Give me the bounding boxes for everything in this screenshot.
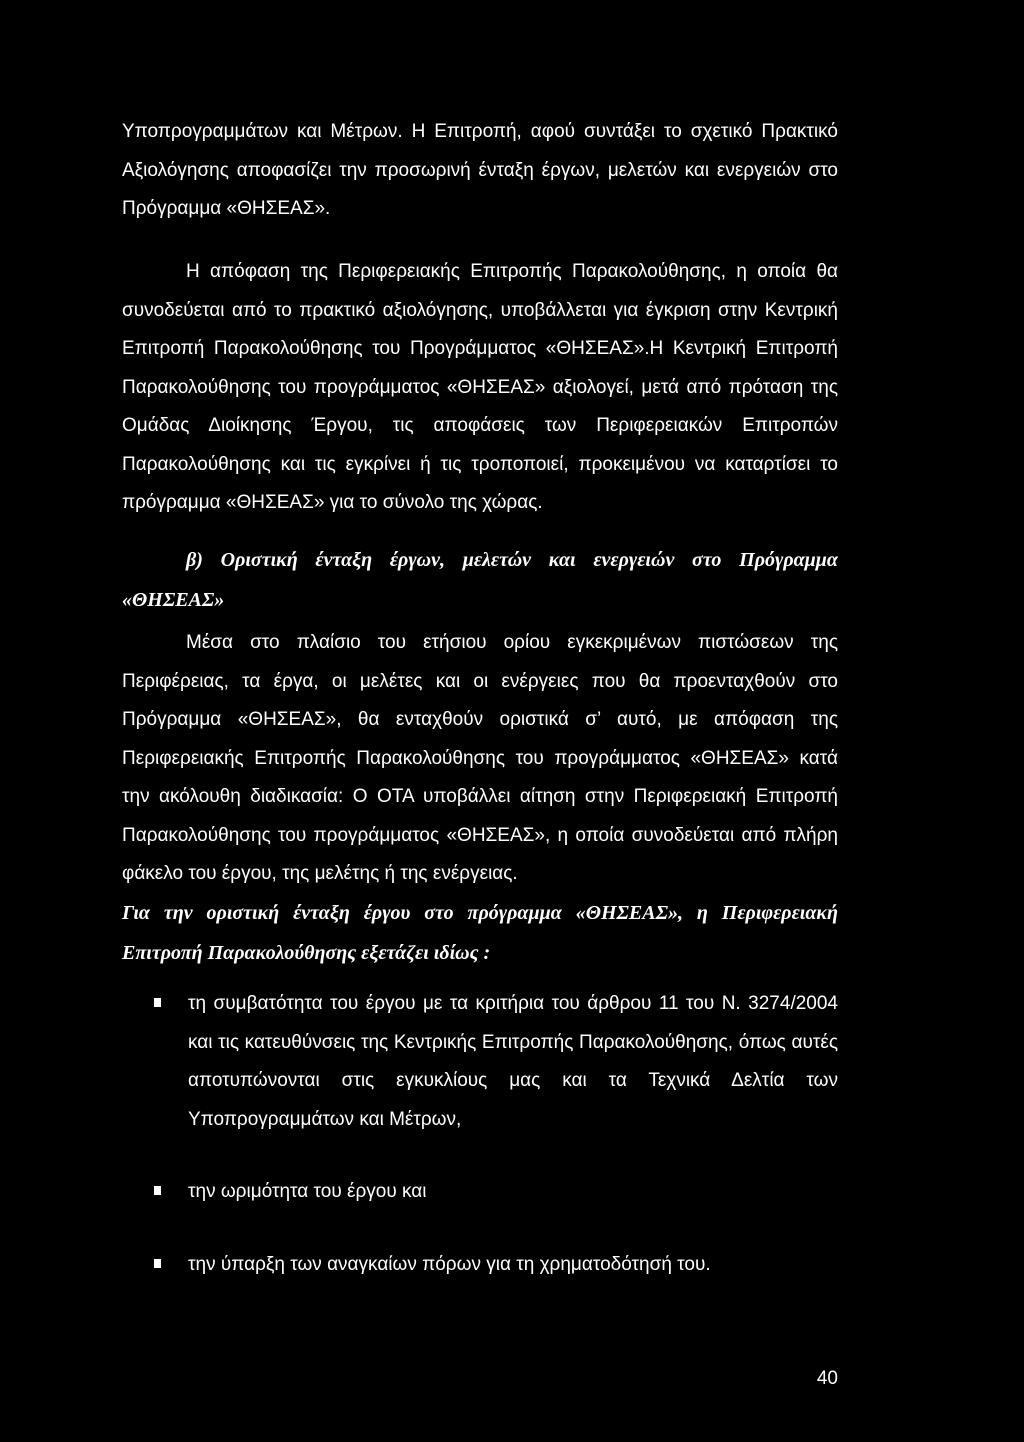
criteria-heading: Για την οριστική ένταξη έργου στο πρόγραμμα «ΘΗΣΕΑΣ», η Περιφερειακή Επιτροπή Παρακολούθησης εξετάζει ιδίως :	[122, 902, 838, 964]
square-bullet-icon	[154, 998, 161, 1007]
criteria-text: τη συμβατότητα του έργου με τα κριτήρια του άρθρου 11 του Ν. 3274/2004 και τις κατευθύνσεις της Κεντρικής Επιτροπής Παρακολούθησης, όπως αυτές αποτυπώνονται στις εγκυκλίους μας και τα Τεχνικά Δελτία των Υποπρογραμμάτων και Μέτρων,	[188, 993, 838, 1130]
square-bullet-icon	[154, 1186, 161, 1195]
list-item	[122, 1173, 838, 1212]
list-item	[122, 1246, 838, 1285]
square-bullet-icon	[154, 1259, 161, 1268]
section-heading: β) Οριστική ένταξη έργων, μελετών και ενεργειών στο Πρόγραμμα «ΘΗΣΕΑΣ»	[122, 549, 838, 611]
intro-paragraph: Υποπρογραμμάτων και Μέτρων. Η Επιτροπή, αφού συντάξει το σχετικό Πρακτικό Αξιολόγησης αποφασίζει την προσωρινή ένταξη έργων, μελετών και ενεργειών στο Πρόγραμμα «ΘΗΣΕΑΣ».	[122, 121, 838, 219]
criteria-text: την ωριμότητα του έργου και	[188, 1181, 427, 1202]
page-number: 40	[816, 1368, 838, 1389]
final-inclusion-paragraph: Μέσα στο πλαίσιο του ετήσιου ορίου εγκεκριμένων πιστώσεων της Περιφέρειας, τα έργα, οι μελέτες και οι ενέργειες που θα προενταχθούν στο Πρόγραμμα «ΘΗΣΕΑΣ», θα ενταχθούν οριστικά σ’ αυτό, με απόφαση της Περιφερειακής Επιτροπής Παρακολούθησης του προγράμματος «ΘΗΣΕΑΣ» κατά την ακόλουθη διαδικασία: Ο ΟΤΑ υποβάλλει αίτηση στην Περιφερειακή Επιτροπή Παρακολούθησης του προγράμματος «ΘΗΣΕΑΣ», η οποία συνοδεύεται από πλήρη φάκελο του έργου, της μελέτης ή της ενέργειας.	[122, 632, 838, 884]
criteria-list	[122, 985, 838, 1284]
list-item	[122, 985, 838, 1139]
criteria-text: την ύπαρξη των αναγκαίων πόρων για τη χρηματοδότησή του.	[188, 1253, 711, 1275]
approval-process-paragraph: Η απόφαση της Περιφερειακής Επιτροπής Παρακολούθησης, η οποία θα συνοδεύεται από το πρακτικό αξιολόγησης, υποβάλλεται για έγκριση στην Κεντρική Επιτροπή Παρακολούθησης του Προγράμματος «ΘΗΣΕΑΣ».Η Κεντρική Επιτροπή Παρακολούθησης του προγράμματος «ΘΗΣΕΑΣ» αξιολογεί, μετά από πρόταση της Ομάδας Διοίκησης Έργου, τις αποφάσεις των Περιφερειακών Επιτροπών Παρακολούθησης και τις εγκρίνει ή τις τροποποιεί, προκειμένου να καταρτίσει το πρόγραμμα «ΘΗΣΕΑΣ» για το σύνολο της χώρας.	[122, 261, 838, 513]
